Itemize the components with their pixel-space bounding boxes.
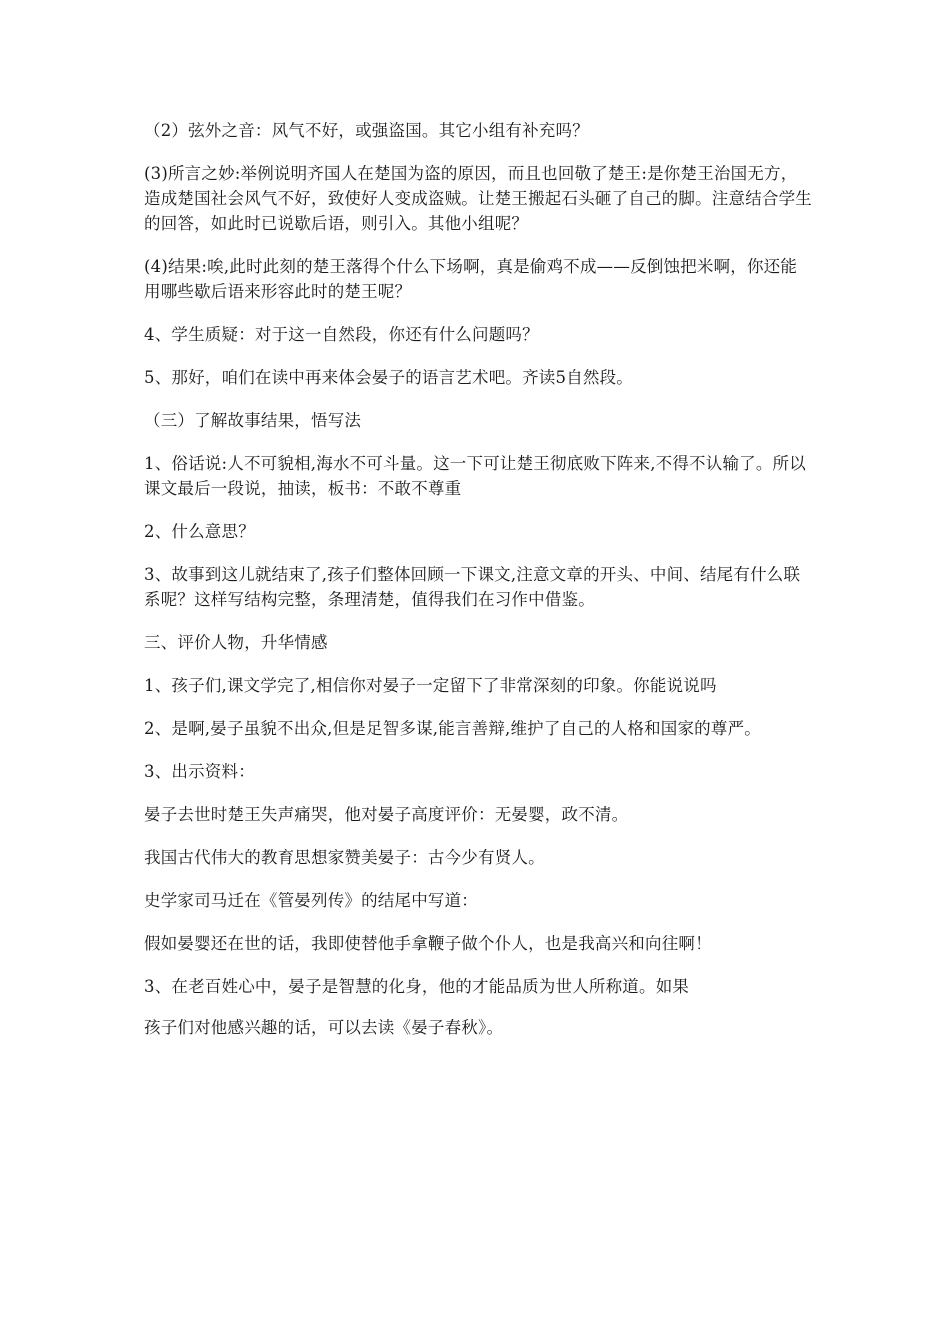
paragraph-impression: 1、孩子们,课文学完了,相信你对晏子一定留下了非常深刻的印象。你能说说吗 bbox=[144, 676, 717, 695]
paragraph-story-end: 3、故事到这儿就结束了,孩子们整体回顾一下课文,注意文章的开头、中间、结尾有什么联系呢？这样写结构完整，条理清楚，值得我们在习作中借鉴。 bbox=[144, 565, 801, 609]
section-heading-evaluate: 三、评价人物，升华情感 bbox=[144, 633, 328, 652]
document-body bbox=[144, 118, 812, 1058]
paragraph-read-book: 孩子们对他感兴趣的话，可以去读《晏子春秋》。 bbox=[144, 1018, 504, 1037]
paragraph-sima-qian: 史学家司马迁在《管晏列传》的结尾中写道： bbox=[144, 891, 478, 910]
paragraph-read-aloud: 5、那好，咱们在读中再来体会晏子的语言艺术吧。齐读5自然段。 bbox=[144, 368, 633, 387]
paragraph-meaning: 2、什么意思？ bbox=[144, 522, 255, 541]
paragraph-king-mourns: 晏子去世时楚王失声痛哭，他对晏子高度评价：无晏婴，政不清。 bbox=[144, 805, 629, 824]
paragraph-show-materials: 3、出示资料： bbox=[144, 762, 255, 781]
paragraph-educator-praise: 我国古代伟大的教育思想家赞美晏子：古今少有贤人。 bbox=[144, 848, 545, 867]
section-heading-story-result: （三）了解故事结果，悟写法 bbox=[144, 411, 362, 430]
paragraph-proverb: 1、俗话说:人不可貌相,海水不可斗量。这一下可让楚王彻底败下阵来,不得不认输了。所以课文最后一段说，抽读，板书：不敢不尊重 bbox=[144, 454, 806, 498]
paragraph-dignity: 2、是啊,晏子虽貌不出众,但是足智多谋,能言善辩,维护了自己的人格和国家的尊严。 bbox=[144, 719, 761, 738]
paragraph-3-wit: (3)所言之妙:举例说明齐国人在楚国为盗的原因，而且也回敬了楚王:是你楚王治国无方，造成楚国社会风气不好，致使好人变成盗贼。让楚王搬起石头砸了自己的脚。注意结合学生的回答，如此时已说歇后语，则引入。其他小组呢？ bbox=[144, 164, 812, 233]
paragraph-wisdom: 3、在老百姓心中，晏子是智慧的化身，他的才能品质为世人所称道。如果 bbox=[144, 977, 690, 996]
paragraph-4-result: (4)结果:唉,此时此刻的楚王落得个什么下场啊，真是偷鸡不成——反倒蚀把米啊，你还能用哪些歇后语来形容此时的楚王呢？ bbox=[144, 257, 798, 301]
paragraph-quote: 假如晏婴还在世的话，我即使替他手拿鞭子做个仆人，也是我高兴和向往啊！ bbox=[144, 934, 712, 953]
paragraph-student-questions: 4、学生质疑：对于这一自然段，你还有什么问题吗？ bbox=[144, 325, 539, 344]
paragraph-2-overtone: （2）弦外之音：风气不好，或强盗国。其它小组有补充吗？ bbox=[144, 121, 589, 140]
